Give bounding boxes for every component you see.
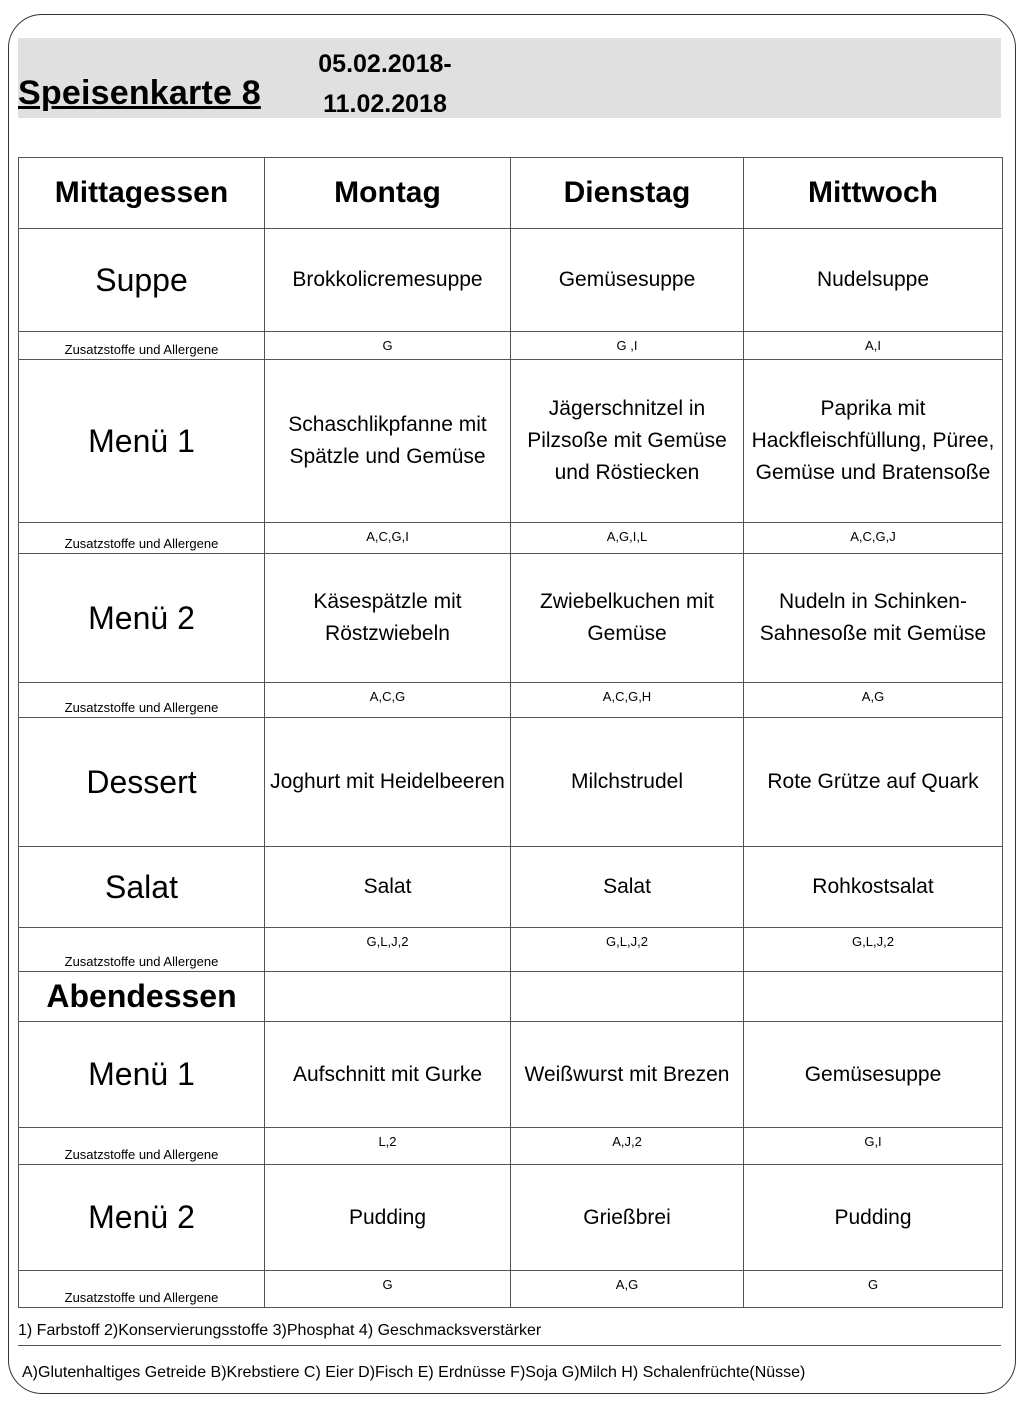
table-row: [19, 229, 1003, 332]
dish-cell: Zwiebelkuchen mit Gemüse: [511, 554, 744, 683]
table-row: [19, 1165, 1003, 1271]
allergen-codes: A,C,G,H: [511, 683, 744, 718]
dish-cell: Pudding: [265, 1165, 511, 1271]
date-range: [300, 44, 470, 124]
allergen-codes: A,G: [511, 1271, 744, 1308]
additives-row: [19, 1271, 1003, 1308]
allergen-codes: A,C,G,J: [744, 523, 1003, 554]
row-label-salad: Salat: [19, 847, 265, 928]
dish-cell: Käsespätzle mit Röstzwiebeln: [265, 554, 511, 683]
dish-cell: Brokkolicremesuppe: [265, 229, 511, 332]
additives-row: [19, 332, 1003, 360]
allergen-codes: G ,I: [511, 332, 744, 360]
empty-cell: [265, 972, 511, 1022]
dish-cell: Nudeln in Schinken-Sahnesoße mit Gemüse: [744, 554, 1003, 683]
legend-divider: [18, 1345, 1001, 1346]
table-row: [19, 1022, 1003, 1128]
column-header-wednesday: Mittwoch: [744, 158, 1003, 229]
allergens-legend: A)Glutenhaltiges Getreide B)Krebstiere C) Eier D)Fisch E) Erdnüsse F)Soja G)Milch H) Schalenfrüchte(Nüsse): [22, 1364, 806, 1381]
allergen-codes: A,G,I,L: [511, 523, 744, 554]
row-label-soup: Suppe: [19, 229, 265, 332]
additives-row: [19, 683, 1003, 718]
row-label-dessert: Dessert: [19, 718, 265, 847]
additives-legend: 1) Farbstoff 2)Konservierungsstoffe 3)Phosphat 4) Geschmacksverstärker: [18, 1322, 542, 1339]
dish-cell: Grießbrei: [511, 1165, 744, 1271]
dinner-heading: Abendessen: [19, 972, 265, 1022]
additives-label: Zusatzstoffe und Allergene: [19, 928, 265, 972]
dish-cell: Schaschlikpfanne mit Spätzle und Gemüse: [265, 360, 511, 523]
dish-cell: Jägerschnitzel in Pilzsoße mit Gemüse und Röstiecken: [511, 360, 744, 523]
dish-cell: Rohkostsalat: [744, 847, 1003, 928]
column-header-meal: Mittagessen: [19, 158, 265, 229]
allergen-codes: G,I: [744, 1128, 1003, 1165]
allergen-codes: G,L,J,2: [511, 928, 744, 972]
allergen-codes: A,C,G,I: [265, 523, 511, 554]
additives-row: [19, 928, 1003, 972]
dish-cell: Rote Grütze auf Quark: [744, 718, 1003, 847]
allergen-codes: G,L,J,2: [744, 928, 1003, 972]
additives-row: [19, 1128, 1003, 1165]
dish-cell: Pudding: [744, 1165, 1003, 1271]
menu-table: [18, 157, 1003, 1308]
additives-label: Zusatzstoffe und Allergene: [19, 332, 265, 360]
date-from: 05.02.2018-: [318, 50, 452, 78]
column-header-tuesday: Dienstag: [511, 158, 744, 229]
dish-cell: Salat: [265, 847, 511, 928]
additives-label: Zusatzstoffe und Allergene: [19, 523, 265, 554]
dish-cell: Joghurt mit Heidelbeeren: [265, 718, 511, 847]
table-row: [19, 718, 1003, 847]
additives-label: Zusatzstoffe und Allergene: [19, 1271, 265, 1308]
table-row: [19, 360, 1003, 523]
allergen-codes: G: [265, 1271, 511, 1308]
allergen-codes: G,L,J,2: [265, 928, 511, 972]
allergen-codes: L,2: [265, 1128, 511, 1165]
table-row: [19, 972, 1003, 1022]
dish-cell: Paprika mit Hackfleischfüllung, Püree, Gemüse und Bratensoße: [744, 360, 1003, 523]
allergen-codes: A,C,G: [265, 683, 511, 718]
allergen-codes: A,I: [744, 332, 1003, 360]
allergen-codes: A,J,2: [511, 1128, 744, 1165]
table-header-row: [19, 158, 1003, 229]
row-label-menu2: Menü 2: [19, 554, 265, 683]
dish-cell: Gemüsesuppe: [744, 1022, 1003, 1128]
empty-cell: [744, 972, 1003, 1022]
allergen-codes: A,G: [744, 683, 1003, 718]
dish-cell: Nudelsuppe: [744, 229, 1003, 332]
allergen-codes: G: [744, 1271, 1003, 1308]
additives-label: Zusatzstoffe und Allergene: [19, 1128, 265, 1165]
row-label-dinner-menu1: Menü 1: [19, 1022, 265, 1128]
table-row: [19, 847, 1003, 928]
dish-cell: Milchstrudel: [511, 718, 744, 847]
row-label-menu1: Menü 1: [19, 360, 265, 523]
dish-cell: Gemüsesuppe: [511, 229, 744, 332]
page-title: Speisenkarte 8: [18, 74, 261, 112]
allergen-codes: G: [265, 332, 511, 360]
table-row: [19, 554, 1003, 683]
row-label-dinner-menu2: Menü 2: [19, 1165, 265, 1271]
additives-label: Zusatzstoffe und Allergene: [19, 683, 265, 718]
dish-cell: Weißwurst mit Brezen: [511, 1022, 744, 1128]
dish-cell: Salat: [511, 847, 744, 928]
column-header-monday: Montag: [265, 158, 511, 229]
date-to: 11.02.2018: [323, 90, 447, 118]
additives-row: [19, 523, 1003, 554]
empty-cell: [511, 972, 744, 1022]
dish-cell: Aufschnitt mit Gurke: [265, 1022, 511, 1128]
